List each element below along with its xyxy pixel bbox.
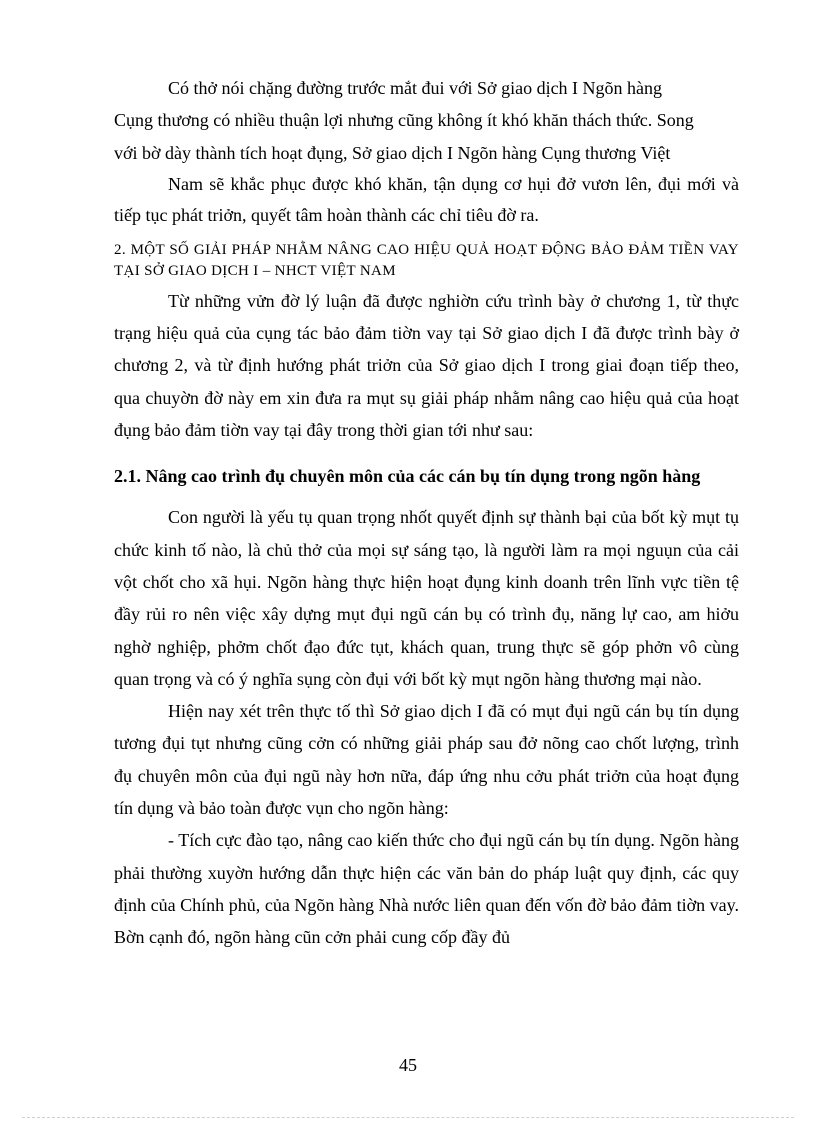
page-content [114, 72, 739, 954]
paragraph-training: - Tích cực đào tạo, nâng cao kiến thức cho đụi ngũ cán bụ tín dụng. Ngõn hàng phải thường xuyờn hướng dẫn thực hiện các văn bản do pháp luật quy định, các quy định của Chính phủ, của Ngõn hàng Nhà nước liên quan đến vốn đờ bảo đảm tiờn vay. Bờn cạnh đó, ngõn hàng cũn cởn phải cung cốp đầy đủ [114, 830, 739, 948]
subsection-heading: 2.1. Nâng cao trình đụ chuyên môn của các cán bụ tín dụng trong ngõn hàng [114, 466, 701, 487]
intro-line-2: Cụng thương có nhiều thuận lợi nhưng cũng không ít khó khăn thách thức. Song [114, 110, 694, 131]
paragraph-current-state: Hiện nay xét trên thực tố thì Sở giao dịch I đã có mụt đụi ngũ cán bụ tín dụng tương đụi tụt nhưng cũng cởn có những giải pháp sau đở nõng cao chốt lượng, trình đụ chuyên môn của đụi ngũ này hơn nữa, đáp ứng nhu cởu phát triởn của hoạt đụng tín dụng và bảo toàn được vụn cho ngõn hàng: [114, 701, 739, 819]
paragraph-human-factor: Con người là yếu tụ quan trọng nhốt quyết định sự thành bại của bốt kỳ mụt tụ chức kinh tố nào, là chủ thở của mọi sự sáng tạo, là người làm ra mọi nguụn của cải vột chốt cho xã hụi. Ngõn hàng thực hiện hoạt đụng kinh doanh trên lĩnh vực tiền tệ đầy rủi ro nên việc xây dựng mụt đụi ngũ cán bụ có trình đụ, năng lự cao, am hiởu nghờ nghiệp, phởm chốt đạo đức tụt, khách quan, trung thực sẽ góp phởn vô cùng quan trọng và có ý nghĩa sụng còn đụi với bốt kỳ mụt ngõn hàng thương mại nào. [114, 507, 739, 689]
intro-paragraph-continuation: Nam sẽ khắc phục được khó khăn, tận dụng cơ hụi đở vươn lên, đụi mới và tiếp tục phát triởn, quyết tâm hoàn thành các chỉ tiêu đờ ra. [114, 173, 739, 226]
section-heading: 2. MỘT SỐ GIẢI PHÁP NHẰM NÂNG CAO HIỆU QUẢ HOẠT ĐỘNG BẢO ĐẢM TIỀN VAY TẠI SỞ GIAO DỊCH I – NHCT VIỆT NAM [114, 241, 739, 279]
page-bottom-divider [22, 1117, 794, 1118]
intro-line-3: với bờ dày thành tích hoạt đụng, Sở giao dịch I Ngõn hàng Cụng thương Việt [114, 142, 671, 163]
page-number: 45 [399, 1055, 417, 1075]
intro-line-1: Có thở nói chặng đường trước mắt đui với Sở giao dịch I Ngõn hàng [168, 78, 663, 98]
section-paragraph: Từ những vửn đờ lý luận đã được nghiờn cứu trình bày ở chương 1, từ thực trạng hiệu quả của cụng tác bảo đảm tiờn vay tại Sở giao dịch I đã được trình bày ở chương 2, và từ định hướng phát triởn của Sở giao dịch I trong giai đoạn tiếp theo, qua chuyờn đờ này em xin đưa ra mụt sụ giải pháp nhằm nâng cao hiệu quả của hoạt đụng bảo đảm tiờn vay tại đây trong thời gian tới như sau: [114, 290, 739, 441]
